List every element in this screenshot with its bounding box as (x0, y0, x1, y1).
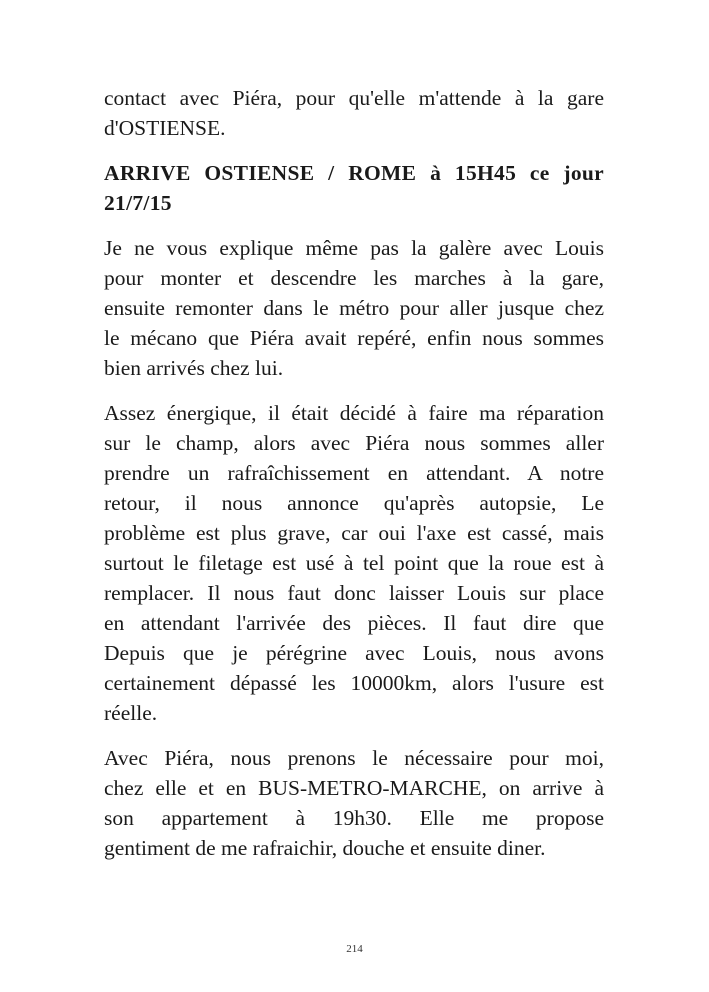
text-line: gentiment de me rafraichir, douche et ensuite diner. (104, 836, 546, 860)
text-line: retour, il nous annonce qu'après autopsie, Le (104, 491, 604, 515)
text-line: Avec Piéra, nous prenons le nécessaire pour moi, (104, 746, 604, 770)
paragraph-2 (104, 233, 604, 383)
text-line: prendre un rafraîchissement en attendant. A notre (104, 461, 604, 485)
text-line: Depuis que je pérégrine avec Louis, nous avons (104, 641, 604, 665)
text-line: pour monter et descendre les marches à la gare, (104, 266, 604, 290)
section-heading (104, 158, 604, 218)
paragraph-1 (104, 83, 604, 143)
text-line: son appartement à 19h30. Elle me propose (104, 806, 604, 830)
text-line: ensuite remonter dans le métro pour aller jusque chez (104, 296, 604, 320)
text-line: remplacer. Il nous faut donc laisser Louis sur place (104, 581, 604, 605)
heading-line: ARRIVE OSTIENSE / ROME à 15H45 ce jour (104, 161, 604, 185)
text-line: sur le champ, alors avec Piéra nous sommes aller (104, 431, 604, 455)
heading-line: 21/7/15 (104, 191, 172, 215)
text-line: le mécano que Piéra avait repéré, enfin nous sommes (104, 326, 604, 350)
text-line: d'OSTIENSE. (104, 116, 226, 140)
paragraph-4 (104, 743, 604, 863)
text-line: surtout le filetage est usé à tel point que la roue est à (104, 551, 604, 575)
text-line: Assez énergique, il était décidé à faire ma réparation (104, 401, 604, 425)
page-number: 214 (346, 943, 363, 955)
paragraph-3 (104, 398, 604, 728)
page-body (104, 83, 604, 863)
text-line: problème est plus grave, car oui l'axe est cassé, mais (104, 521, 604, 545)
text-line: bien arrivés chez lui. (104, 356, 284, 380)
text-line: en attendant l'arrivée des pièces. Il faut dire que (104, 611, 604, 635)
text-line: chez elle et en BUS-METRO-MARCHE, on arrive à (104, 776, 604, 800)
text-line: contact avec Piéra, pour qu'elle m'attende à la gare (104, 86, 604, 110)
text-line: Je ne vous explique même pas la galère avec Louis (104, 236, 604, 260)
text-line: certainement dépassé les 10000km, alors l'usure est (104, 671, 604, 695)
text-line: réelle. (104, 701, 158, 725)
